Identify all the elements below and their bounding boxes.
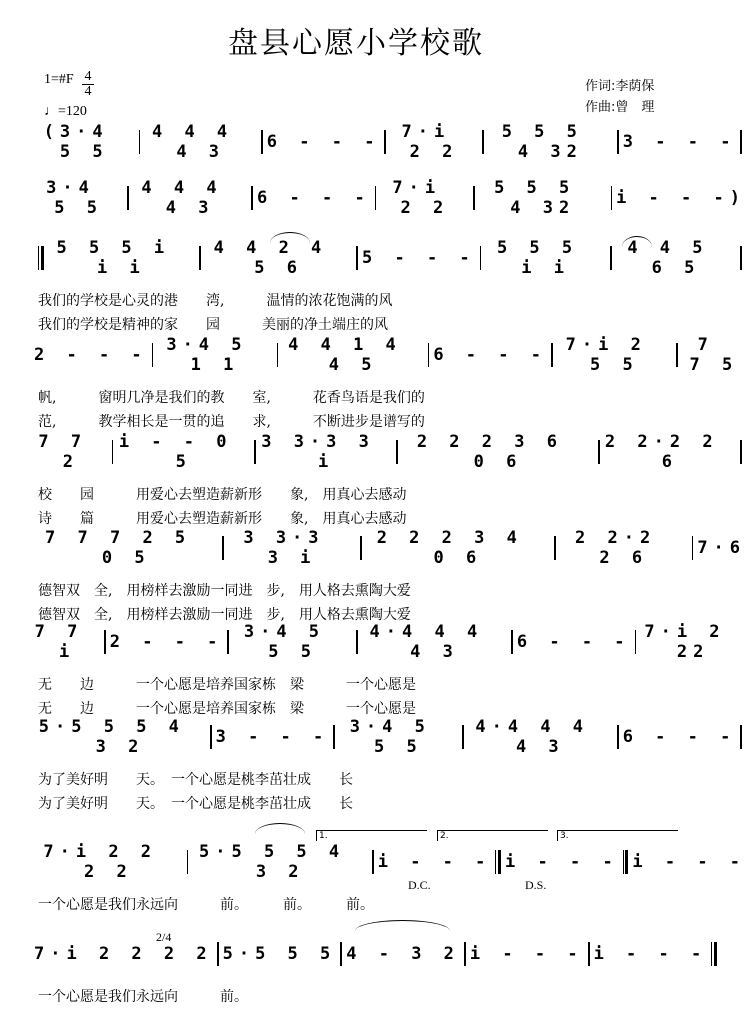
- lyricist: 作词:李荫保: [585, 79, 655, 94]
- measure-notes: 4 4 4 4 3: [151, 122, 250, 162]
- bar-line: [217, 942, 219, 966]
- notation-line: [0, 178, 746, 218]
- measure-notes: 7·i 2 22: [644, 622, 742, 662]
- bar-line: [610, 246, 612, 270]
- tempo-label: ♩=120: [44, 104, 87, 119]
- measure-notes: 6 - - -: [516, 632, 631, 652]
- measure-notes: 7 7 7 2 5 0 5: [45, 528, 208, 568]
- measure-notes: 5·5 5 5 4 3 2: [199, 842, 362, 882]
- measure-notes: 6 - - -: [266, 132, 381, 152]
- double-bar-line: [711, 942, 717, 966]
- lyric-line: 德智双 全, 用榜样去激励一同进 步, 用人格去熏陶大爱: [38, 607, 411, 623]
- bar-line: [740, 246, 742, 270]
- measure-notes: 3·4 5 5 5: [243, 622, 342, 662]
- measure-notes: 3 3·3 3 i: [243, 528, 341, 568]
- bar-line: [473, 186, 475, 210]
- bar-line: [482, 130, 484, 154]
- measure-notes: 7·6: [697, 538, 746, 558]
- bar-line: [511, 630, 513, 654]
- measure-notes: 7·i 2 2: [401, 122, 467, 162]
- measure-notes: 4 4 1 4 4 5: [288, 335, 419, 375]
- measure-notes: 2 2·2 2 6: [575, 528, 673, 568]
- lyric-line: 帆, 窗明几净是我们的教 室, 花香鸟语是我们的: [38, 390, 425, 406]
- measure-notes: 3·4 5 5 5: [349, 717, 448, 757]
- measure-notes: 3 - - -: [215, 727, 330, 747]
- bar-line: [676, 343, 678, 367]
- double-bar-line: [623, 850, 629, 874]
- volta-3: 3.: [557, 830, 678, 841]
- measure-notes: 5 5 5 4 32: [494, 178, 592, 218]
- bar-line: [261, 130, 263, 154]
- measure-notes: 6 - - -: [433, 345, 547, 365]
- notation-line: [0, 622, 746, 662]
- bar-line: [462, 725, 464, 749]
- measure-notes: 5·5 5 5: [222, 944, 337, 964]
- bar-line: [617, 130, 619, 154]
- bar-line: [464, 942, 466, 966]
- bar-line: [554, 536, 556, 560]
- measure-notes: i - - -: [469, 944, 584, 964]
- measure-notes: 4·4 4 4 4 3: [475, 717, 606, 757]
- score-system: [0, 335, 739, 375]
- slur: [355, 920, 450, 931]
- measure-notes: 2 - - -: [34, 345, 148, 365]
- bar-line: [222, 536, 224, 560]
- measure-notes: 2 2 2 3 4 0 6: [376, 528, 540, 568]
- measure-notes: 4·4 4 4 4 3: [369, 622, 500, 662]
- bar-line: [384, 130, 386, 154]
- bar-line: [251, 186, 253, 210]
- measure-notes: i - - -: [593, 944, 708, 964]
- notation-line: [0, 432, 746, 472]
- measure-notes: 5 5 5 4 32: [501, 122, 600, 162]
- bar-line: [277, 343, 279, 367]
- measure-notes: 3·4 5 5: [46, 178, 112, 218]
- bar-line: [598, 440, 600, 464]
- bar-line: [740, 440, 742, 464]
- slur: [255, 823, 305, 834]
- bar-line: [356, 246, 358, 270]
- time-change-mark: 2/4: [156, 930, 172, 944]
- lyric-line: 无 边 一个心愿是培养国家栋 梁 一个心愿是: [38, 677, 416, 693]
- measure-notes: i - - -): [616, 188, 746, 208]
- measure-notes: 7 7 i: [34, 622, 100, 662]
- measure-notes: 2 2·2 2 6: [604, 432, 735, 472]
- measure-notes: 4 4 2 4 5 6: [213, 238, 344, 278]
- key-signature: [44, 69, 92, 119]
- credits: [585, 76, 654, 118]
- lyric-line: 为了美好明 天。 一个心愿是桃李茁壮成 长: [38, 796, 353, 812]
- measure-notes: 7·i 2 2: [392, 178, 458, 218]
- bar-line: [104, 630, 106, 654]
- notation-line: [0, 122, 746, 162]
- lyric-line: 范, 教学相长是一贯的追 求, 不断进步是谱写的: [38, 414, 425, 430]
- measure-notes: 6 - - -: [257, 188, 371, 208]
- measure-notes: i - - -: [632, 852, 746, 872]
- bar-line: [428, 343, 430, 367]
- measure-notes: i - - -: [505, 852, 619, 872]
- lyric-line: 无 边 一个心愿是培养国家栋 梁 一个心愿是: [38, 701, 416, 717]
- notation-line: [0, 842, 746, 882]
- measure-notes: 4 4 4 4 3: [141, 178, 239, 218]
- measure-notes: 2 2 2 3 6 0 6: [416, 432, 580, 472]
- bar-line: [372, 850, 374, 874]
- measure-notes: 5 5 5 i i: [496, 238, 595, 278]
- bar-line: [635, 630, 637, 654]
- measure-notes: 7·i 2 5 5: [565, 335, 664, 375]
- time-signature: $\frac{4}{4}$: [82, 70, 94, 99]
- bar-line: [480, 246, 482, 270]
- notation-line: [0, 942, 746, 966]
- notation-line: [0, 335, 746, 375]
- measure-notes: 7·i 2 2 2 2: [43, 842, 174, 882]
- lyric-line: 为了美好明 天。 一个心愿是桃李茁壮成 长: [38, 772, 353, 788]
- measure-notes: 5·5 5 5 4 3 2: [38, 717, 202, 757]
- score-system: [0, 717, 737, 757]
- score-system: [0, 238, 725, 278]
- bar-line: [333, 725, 335, 749]
- measure-notes: 3 3·3 3 i: [261, 432, 392, 472]
- measure-notes: 5 5 5 i i i: [56, 238, 187, 278]
- volta-2: 2.: [437, 830, 548, 841]
- composer: 作曲:曾 理: [585, 100, 655, 115]
- notation-line: [0, 528, 746, 568]
- bar-line: [254, 440, 256, 464]
- bar-line: [617, 725, 619, 749]
- bar-line: [396, 440, 398, 464]
- bar-line: [199, 246, 201, 270]
- score-system: [0, 942, 712, 966]
- bar-line: [139, 130, 141, 154]
- score-system: [0, 622, 742, 662]
- ds-mark: D.S.: [525, 878, 547, 892]
- lyric-line: 诗 篇 用爱心去塑造薪新形 象, 用真心去感动: [38, 511, 407, 527]
- bar-line: [360, 536, 362, 560]
- lyric-line: 校 园 用爱心去塑造薪新形 象, 用真心去感动: [38, 487, 407, 503]
- bar-line: [340, 942, 342, 966]
- bar-line: [588, 942, 590, 966]
- measure-notes: 6 - - -: [622, 727, 737, 747]
- page-title: 盘县心愿小学校歌: [228, 26, 484, 61]
- bar-line: [611, 186, 613, 210]
- bar-line: [740, 725, 742, 749]
- lyric-line: 我们的学校是心灵的港 湾, 温情的浓花饱满的风: [38, 293, 393, 309]
- bar-line: [375, 186, 377, 210]
- notation-line: [0, 238, 746, 278]
- bar-line: [112, 440, 114, 464]
- bar-line: [740, 130, 742, 154]
- measure-notes: 5 - - -: [362, 248, 476, 268]
- bar-line: [152, 343, 154, 367]
- measure-notes: 3 - - -: [622, 132, 737, 152]
- dc-mark: D.C.: [408, 878, 431, 892]
- lyric-line: 我们的学校是精神的家 园 美丽的净土端庄的风: [38, 317, 388, 333]
- bar-line: [127, 186, 129, 210]
- measure-notes: 3·4 5 1 1: [166, 335, 264, 375]
- measure-notes: i - - -: [377, 852, 492, 872]
- score-system: [0, 178, 746, 218]
- measure-notes: (3·4 5 5: [43, 122, 125, 162]
- double-bar-line: [495, 850, 501, 874]
- measure-notes: 7 7 5: [689, 335, 739, 375]
- bar-line: [227, 630, 229, 654]
- measure-notes: 7·i 2 2 2 2: [34, 944, 213, 964]
- double-bar-line: [38, 246, 44, 270]
- bar-line: [551, 343, 553, 367]
- score-system: [0, 122, 737, 162]
- bar-line: [692, 536, 694, 560]
- measure-notes: 7 7 2: [38, 432, 104, 472]
- bar-line: [356, 630, 358, 654]
- slur: [270, 232, 310, 243]
- lyric-line: 一个心愿是我们永远向 前。: [38, 989, 248, 1005]
- score-system: [0, 842, 746, 882]
- measure-notes: 4 - 3 2: [346, 944, 460, 964]
- notation-line: [0, 717, 746, 757]
- lyric-line: 一个心愿是我们永远向 前。 前。 前。: [38, 897, 374, 913]
- bar-line: [210, 725, 212, 749]
- measure-notes: i - - 0 5: [118, 432, 249, 472]
- score-system: [0, 528, 746, 568]
- measure-notes: 4 4 5 6 5: [627, 238, 725, 278]
- bar-line: [187, 850, 189, 874]
- lyric-line: 德智双 全, 用榜样去激励一同进 步, 用人格去熏陶大爱: [38, 583, 411, 599]
- tonic-label: 1=#F: [44, 72, 74, 87]
- volta-1: 1.: [316, 830, 427, 841]
- score-system: [0, 432, 735, 472]
- measure-notes: 2 - - -: [109, 632, 224, 652]
